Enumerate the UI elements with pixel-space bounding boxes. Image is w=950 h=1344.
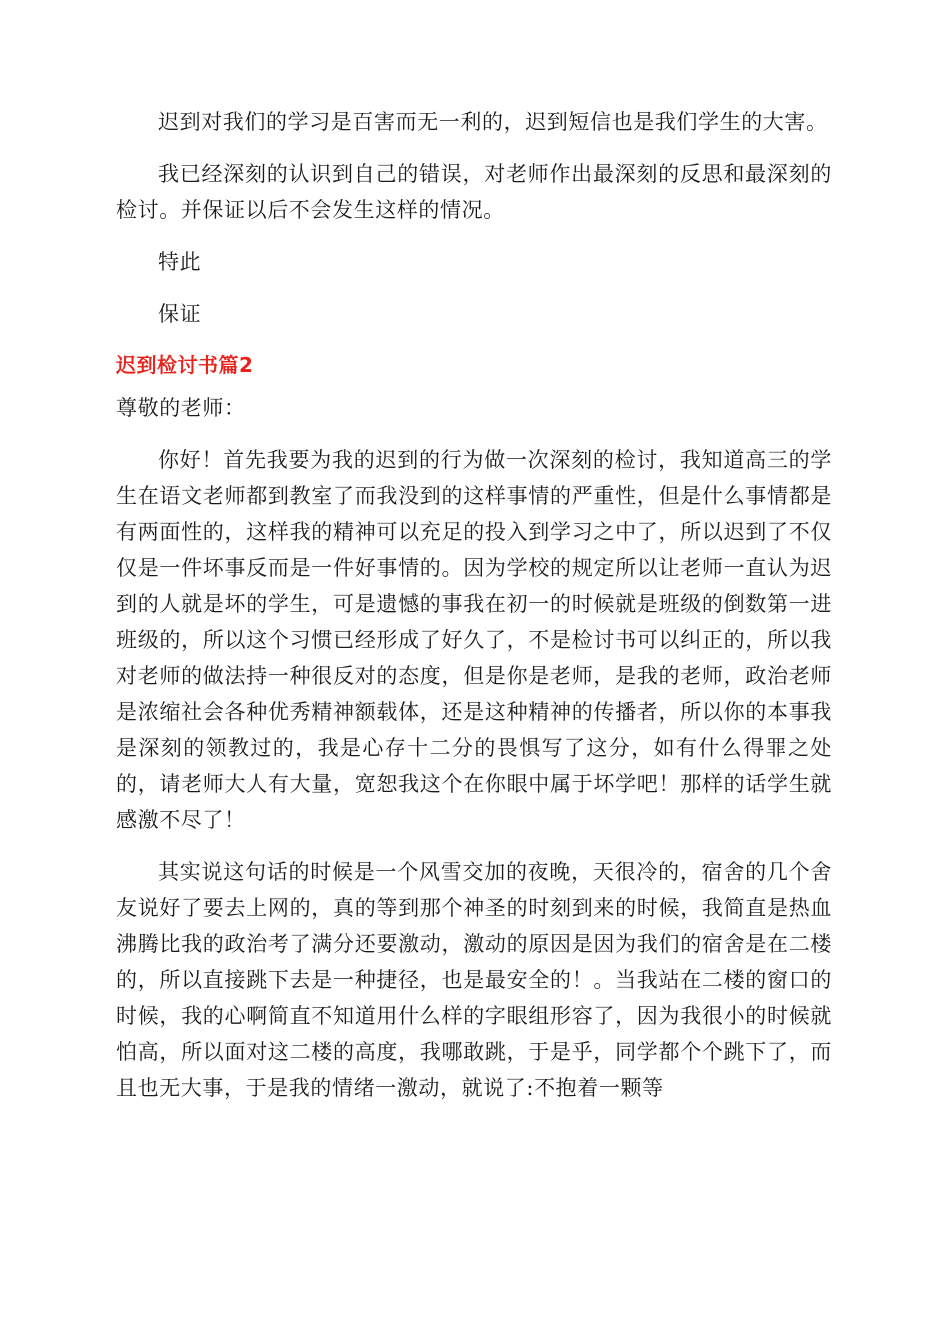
body-paragraph-1: 你好！首先我要为我的迟到的行为做一次深刻的检讨，我知道高三的学生在语文老师都到教室了而我没到的这样事情的严重性，但是什么事情都是有两面性的，这样我的精神可以充足的投入到学习之中了，所以迟到了不仅仅是一件坏事反而是一件好事情的。因为学校的规定所以让老师一直认为迟到的人就是坏的学生，可是遗憾的事我在初一的时候就是班级的倒数第一进班级的，所以这个习惯已经形成了好久了，不是检讨书可以纠正的，所以我对老师的做法持一种很反对的态度，但是你是老师，是我的老师，政治老师是浓缩社会各种优秀精神额载体，还是这种精神的传播者，所以你的本事我是深刻的领教过的，我是心存十二分的畏惧写了这分，如有什么得罪之处的，请老师大人有大量，宽恕我这个在你眼中属于坏学吧！那样的话学生就感激不尽了！ (116, 448, 832, 832)
document-page (116, 104, 832, 1106)
section-heading: 迟到检讨书篇2 (116, 353, 254, 377)
paragraph-harm: 迟到对我们的学习是百害而无一利的，迟到短信也是我们学生的大害。 (158, 110, 828, 134)
body-paragraph-2: 其实说这句话的时候是一个风雪交加的夜晚，天很冷的，宿舍的几个舍友说好了要去上网的，真的等到那个神圣的时刻到来的时候，我简直是热血沸腾比我的政治考了满分还要激动，激动的原因是因为我们的宿舍是在二楼的，所以直接跳下去是一种捷径，也是最安全的！。当我站在二楼的窗口的时候，我的心啊简直不知道用什么样的字眼组形容了，因为我很小的时候就怕高，所以面对这二楼的高度，我哪敢跳，于是乎，同学都个个跳下了，而且也无大事，于是我的情绪一激动，就说了:不抱着一颗等 (116, 860, 832, 1100)
paragraph-reflection: 我已经深刻的认识到自己的错误，对老师作出最深刻的反思和最深刻的检讨。并保证以后不会发生这样的情况。 (116, 162, 832, 222)
paragraph-baozheng: 保证 (158, 302, 202, 326)
salutation: 尊敬的老师： (116, 396, 246, 420)
paragraph-teci: 特此 (158, 250, 202, 274)
